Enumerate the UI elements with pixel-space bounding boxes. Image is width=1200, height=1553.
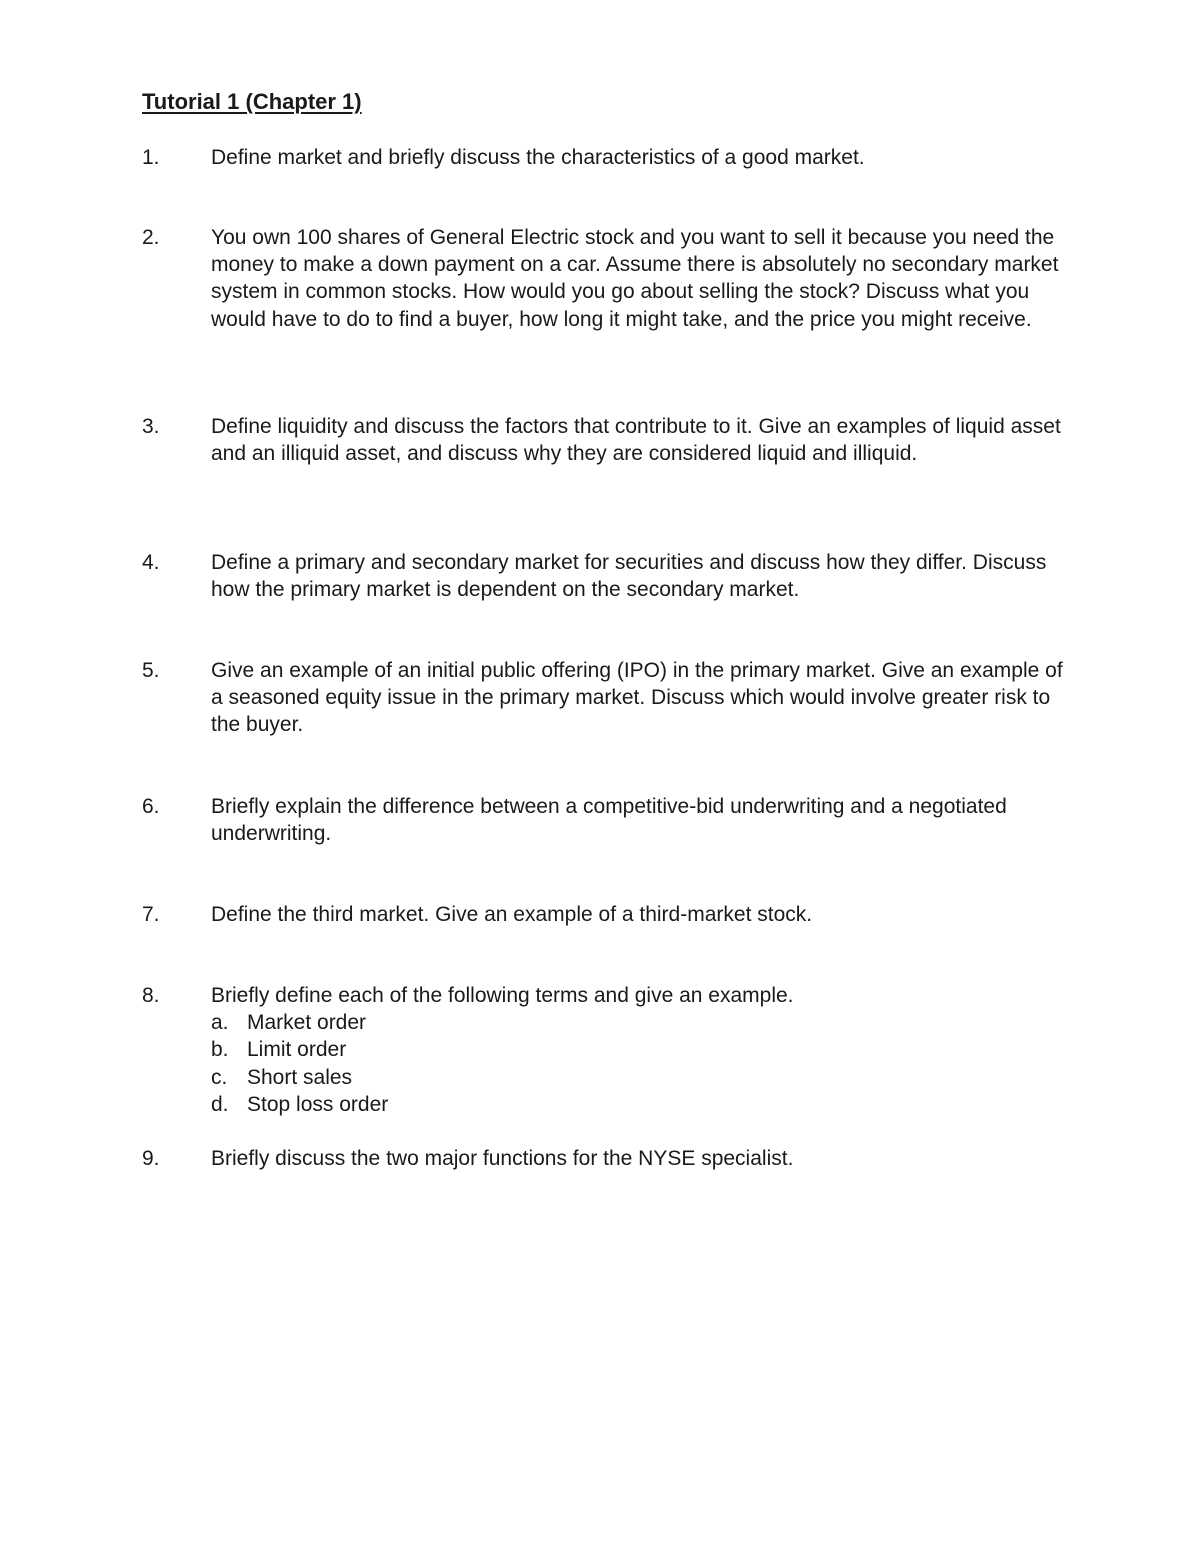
- question-number: 8.: [142, 984, 160, 1007]
- question-text: Define a primary and secondary market for securities and discuss how they differ. Discuss how the primary market is dependent on the secondary market.: [211, 551, 1047, 602]
- term-letter: d.: [211, 1092, 229, 1116]
- question-number: 6.: [142, 795, 160, 818]
- term-list: [211, 1009, 1071, 1118]
- term-item-limit-order: [211, 1036, 1071, 1063]
- question-text: Give an example of an initial public offering (IPO) in the primary market. Give an example of a seasoned equity issue in the primary market. Discuss which would involve greater risk to the buyer.: [211, 659, 1063, 737]
- term-letter: a.: [211, 1011, 229, 1035]
- question-number: 3.: [142, 415, 160, 438]
- question-number: 9.: [142, 1147, 160, 1170]
- term-text: Short sales: [247, 1065, 353, 1089]
- question-text: Define liquidity and discuss the factors that contribute to it. Give an examples of liquid asset and an illiquid asset, and discuss why they are considered liquid and illiquid.: [211, 415, 1061, 466]
- term-text: Market order: [247, 1011, 367, 1035]
- term-text: Limit order: [247, 1038, 347, 1062]
- term-item-market-order: [211, 1009, 1071, 1036]
- question-text: Define the third market. Give an example of a third-market stock.: [211, 903, 813, 926]
- document-title: Tutorial 1 (Chapter 1): [142, 89, 362, 114]
- question-number: 2.: [142, 226, 160, 249]
- question-text: Briefly explain the difference between a competitive-bid underwriting and a negotiated underwriting.: [211, 795, 1007, 846]
- term-text: Stop loss order: [247, 1092, 389, 1116]
- question-number: 1.: [142, 146, 160, 169]
- term-letter: c.: [211, 1065, 228, 1089]
- question-text: You own 100 shares of General Electric stock and you want to sell it because you need the money to make a down payment on a car. Assume there is absolutely no secondary market system in common stocks. How would you go about selling the stock? Discuss what you would have to do to find a buyer, how long it might take, and the price you might receive.: [211, 226, 1059, 331]
- question-body: [211, 982, 1071, 1118]
- question-text: Briefly discuss the two major functions for the NYSE specialist.: [211, 1147, 794, 1170]
- term-letter: b.: [211, 1038, 229, 1062]
- term-item-stop-loss-order: [211, 1091, 1071, 1118]
- question-text: Define market and briefly discuss the characteristics of a good market.: [211, 146, 865, 169]
- question-number: 5.: [142, 659, 160, 682]
- question-number: 4.: [142, 551, 160, 574]
- question-text: Briefly define each of the following terms and give an example.: [211, 984, 794, 1007]
- term-item-short-sales: [211, 1064, 1071, 1091]
- question-number: 7.: [142, 903, 160, 926]
